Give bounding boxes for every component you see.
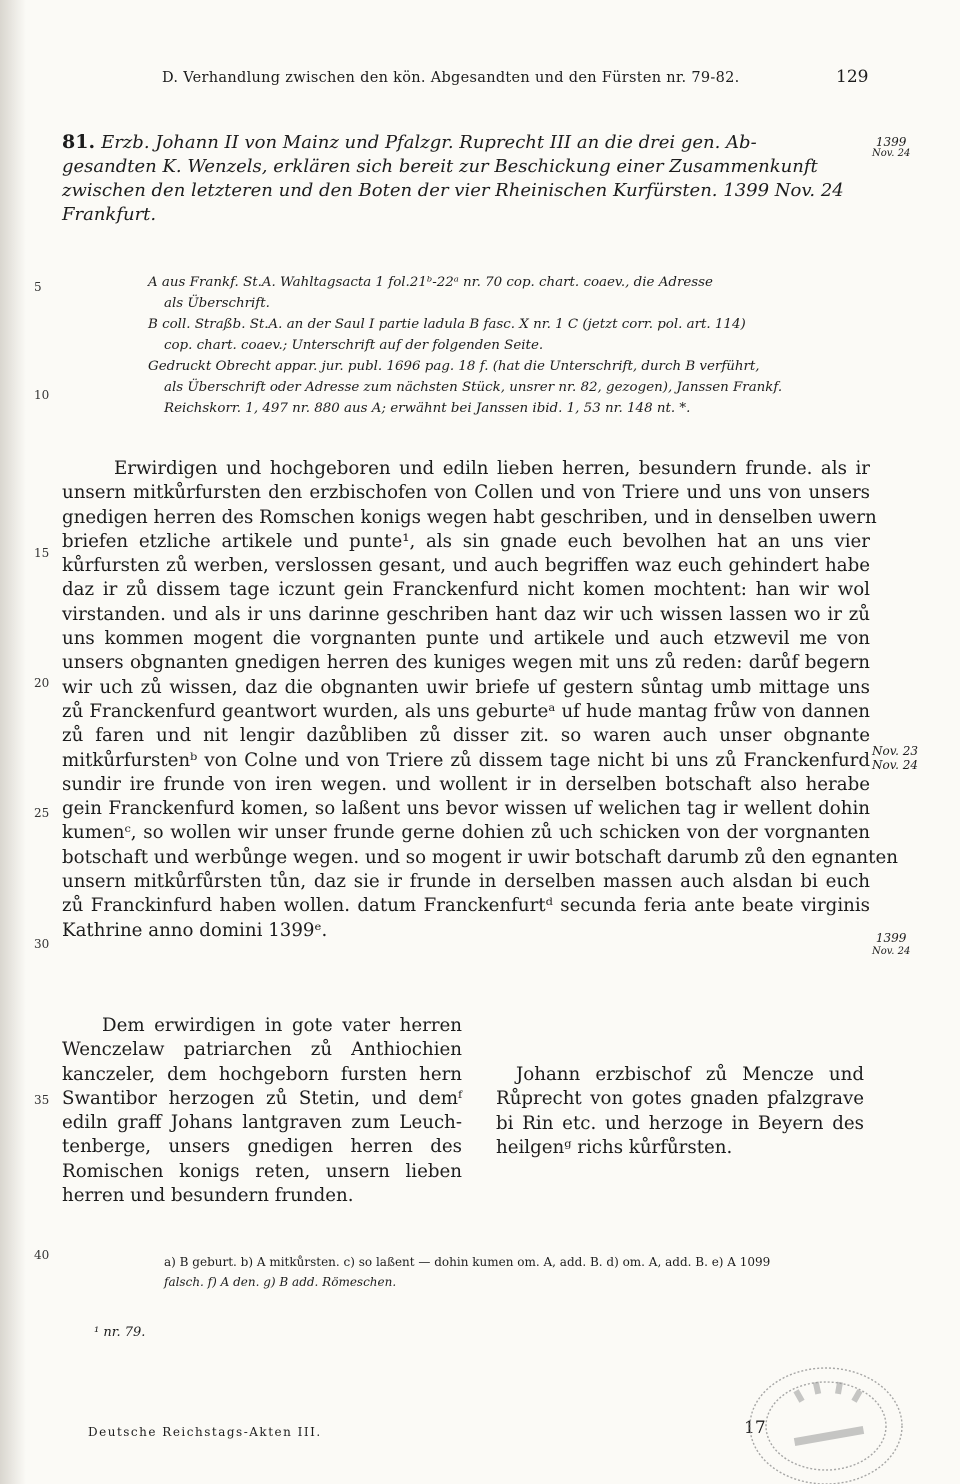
line-number: 30 [34,937,50,951]
body-line: Kathrine anno domini 1399ᵉ. [62,919,328,941]
variant-line: falsch. f) A den. g) B add. Römeschen. [164,1275,397,1289]
document-title [62,130,870,227]
apparatus-line: B coll. Straßb. St.A. an der Saul I partie ladula B fasc. X nr. 1 C (jetzt corr. pol. art. 114) [148,317,746,332]
title-line-2: gesandten K. Wenzels, erklären sich bereit zur Beschickung einer Zusammenkunft [62,156,818,177]
address-line: Wenczelaw patriarchen zů Anthiochien [62,1039,462,1061]
line-number: 25 [34,806,50,820]
body-line: unsers obgnanten gnedigen herren des kuniges wegen mit uns zů reden: darůf begern [62,652,870,674]
signature-line: bi Rin etc. und herzoge in Beyern des [496,1112,864,1134]
title-line-3: zwischen den letzteren und den Boten der vier Rheinischen Kurfürsten. 1399 Nov. 24 [62,180,844,201]
variant-line: a) B geburt. b) A mitkůrsten. c) so laßent — dohin kumen om. A, add. B. d) om. A, add. B. e) A 1099 [164,1255,771,1269]
signature-line: Růprecht von gotes gnaden pfalzgrave [496,1088,864,1110]
signature-line: heilgenᵍ richs kůrfůrsten. [496,1136,733,1158]
address-line: kanczeler, dem hochgeborn fursten hern [62,1063,462,1085]
title-line-4: Frankfurt. [62,204,157,225]
body-line: briefen etzliche artikele und punte¹, als sin gnade euch bevolhen hat an uns vier [62,530,870,552]
body-line: gnedigen herren des Romschen konigs wegen habt geschriben, und in denselben uwern [62,506,877,528]
library-stamp-icon [734,1362,906,1484]
source-apparatus [148,272,878,419]
body-line: zů Franckinfurd haben wollen. datum Franckenfurtᵈ secunda feria ante beate virginis [62,895,870,917]
margin-date-nov23: Nov. 23 Nov. 24 [872,744,918,772]
line-number: 40 [34,1248,50,1262]
address-line: tenberge, unsers gnedigen herren des [62,1136,462,1158]
running-title: D. Verhandlung zwischen den kön. Abgesandten und den Fürsten nr. 79-82. [162,70,740,86]
body-line: zů Franckenfurd geantwort wurden, als uns geburteᵃ uf hude mantag frůw von dannen [62,700,870,722]
address-line: Dem erwirdigen in gote vater herren [102,1015,462,1036]
body-line: Erwirdigen und hochgeboren und ediln lieben herren, besundern frunde. als ir [114,458,870,479]
body-line: sundir ire frunde von iren wegen. und wollent ir in derselben botschaft also herabe [62,773,870,795]
body-line: unsern mitkůrfursten den erzbischofen von Collen und von Triere und uns von unsers [62,482,870,504]
apparatus-line: A aus Frankf. St.A. Wahltagsacta 1 fol.21ᵇ-22ᵃ nr. 70 cop. chart. coaev., die Adresse [148,275,713,290]
line-number: 20 [34,676,50,690]
body-line: zů faren und nit lengir dazůbliben zů disser zit. so waren auch unser obgnante [62,725,870,747]
line-number: 10 [34,388,50,402]
body-line: wir uch zů wissen, daz die obgnanten uwir briefe uf gestern sůntag umb mittage uns [62,676,870,698]
body-line: kůrfursten zů werben, verslossen gesant, und auch begriffen waz euch gehindert habe [62,555,870,577]
body-line: virstanden. und als ir uns darinne geschriben hant daz wir uch wissen lassen wo ir zů [62,603,870,625]
apparatus-line: als Überschrift oder Adresse zum nächsten Stück, unsrer nr. 82, gezogen), Janssen Frankf. [164,380,783,395]
apparatus-line: Gedruckt Obrecht appar. jur. publ. 1696 pag. 18 f. (hat die Unterschrift, durch B verführt, [148,359,760,374]
body-line: botschaft und werbůnge wegen. und so mogent ir uwir botschaft darumb zů den egnanten [62,846,898,868]
address-line: ediln graff Johans lantgraven zum Leuch- [62,1112,462,1134]
apparatus-line: als Überschrift. [164,296,270,311]
line-number: 35 [34,1093,50,1107]
signature-line: Johann erzbischof zů Mencze und [516,1064,864,1085]
sheet-number: 17 [744,1418,766,1438]
apparatus-line: cop. chart. coaev.; Unterschrift auf der folgenden Seite. [164,338,544,353]
body-line: mitkůrfurstenᵇ von Colne und von Triere zů dissem tage nicht bi uns zů Franckenfurd [62,749,870,771]
series-footer: Deutsche Reichstags-Akten III. [88,1425,322,1439]
apparatus-line: Reichskorr. 1, 497 nr. 880 aus A; erwähnt bei Janssen ibid. 1, 53 nr. 148 nt. *. [164,401,691,416]
document-number: 81. [62,131,96,153]
body-line: kumenᶜ, so wollen wir unser frunde gerne dohien zů uch schicken von der vorgnanten [62,822,870,844]
address-line: Romischen konigs reten, unsern lieben [62,1160,462,1182]
variant-readings [164,1252,874,1292]
title-line-1: 81. Erzb. Johann II von Mainz und Pfalzgr. Ruprecht III an die drei gen. Ab- [62,131,757,153]
page-number: 129 [836,67,869,87]
body-line: gein Franckenfurd komen, so laßent uns bevor wissen uf welichen tag ir wellent dohin [62,798,870,820]
line-number: 15 [34,546,50,560]
line-number: 5 [34,280,42,294]
body-line: unsern mitkůrfůrsten tůn, daz sie ir frunde in derselben massen auch alsdan bi euch [62,871,870,893]
margin-date-closing: 1399 Nov. 24 [872,931,911,957]
body-line: daz ir zů dissem tage iczunt gein Franckenfurd nicht komen mochtent: han wir wol [62,579,870,601]
signature-senders [496,1063,864,1160]
address-line: herren und besundern frunden. [62,1185,354,1207]
footnote: ¹ nr. 79. [94,1325,146,1340]
address-line: Swantibor herzogen zů Stetin, und demᶠ [62,1087,462,1109]
margin-date-title: 1399 Nov. 24 [872,135,911,159]
body-line: uns kommen mogent die vorgnanten punte und artikele und auch etzwevil me von [62,628,870,650]
address-recipients [62,1014,462,1208]
